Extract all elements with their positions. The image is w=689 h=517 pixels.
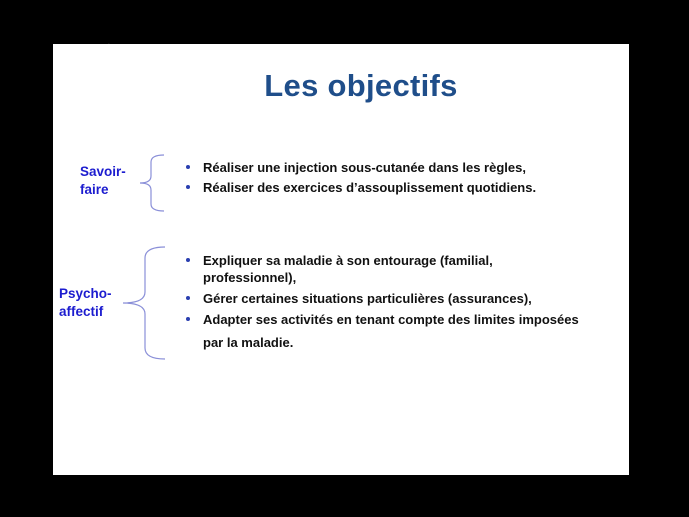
group-label-savoir-faire — [80, 163, 126, 199]
group-label-line: Psycho- — [59, 286, 112, 301]
bullet-list-psycho-affectif — [183, 252, 623, 351]
list-item-continuation: par la maladie. — [203, 335, 294, 350]
list-item: Expliquer sa maladie à son entourage (familial, — [183, 252, 623, 269]
group-label-line: faire — [80, 182, 109, 197]
slide-title: Les objectifs — [264, 68, 458, 103]
curly-brace-psycho-affectif — [121, 246, 169, 360]
curly-brace-savoir-faire — [137, 154, 167, 212]
slide — [53, 44, 629, 475]
group-label-line: affectif — [59, 304, 104, 319]
list-item: Réaliser des exercices d’assouplissement quotidiens. — [183, 179, 603, 196]
list-item-continuation: professionnel), — [203, 270, 297, 285]
group-label-psycho-affectif — [59, 285, 112, 321]
list-item: Réaliser une injection sous-cutanée dans les règles, — [183, 159, 603, 176]
list-item: Adapter ses activités en tenant compte des limites imposées — [183, 311, 623, 328]
bullet-list-savoir-faire — [183, 159, 603, 196]
group-label-line: Savoir- — [80, 164, 126, 179]
list-item: Gérer certaines situations particulières (assurances), — [183, 290, 623, 307]
